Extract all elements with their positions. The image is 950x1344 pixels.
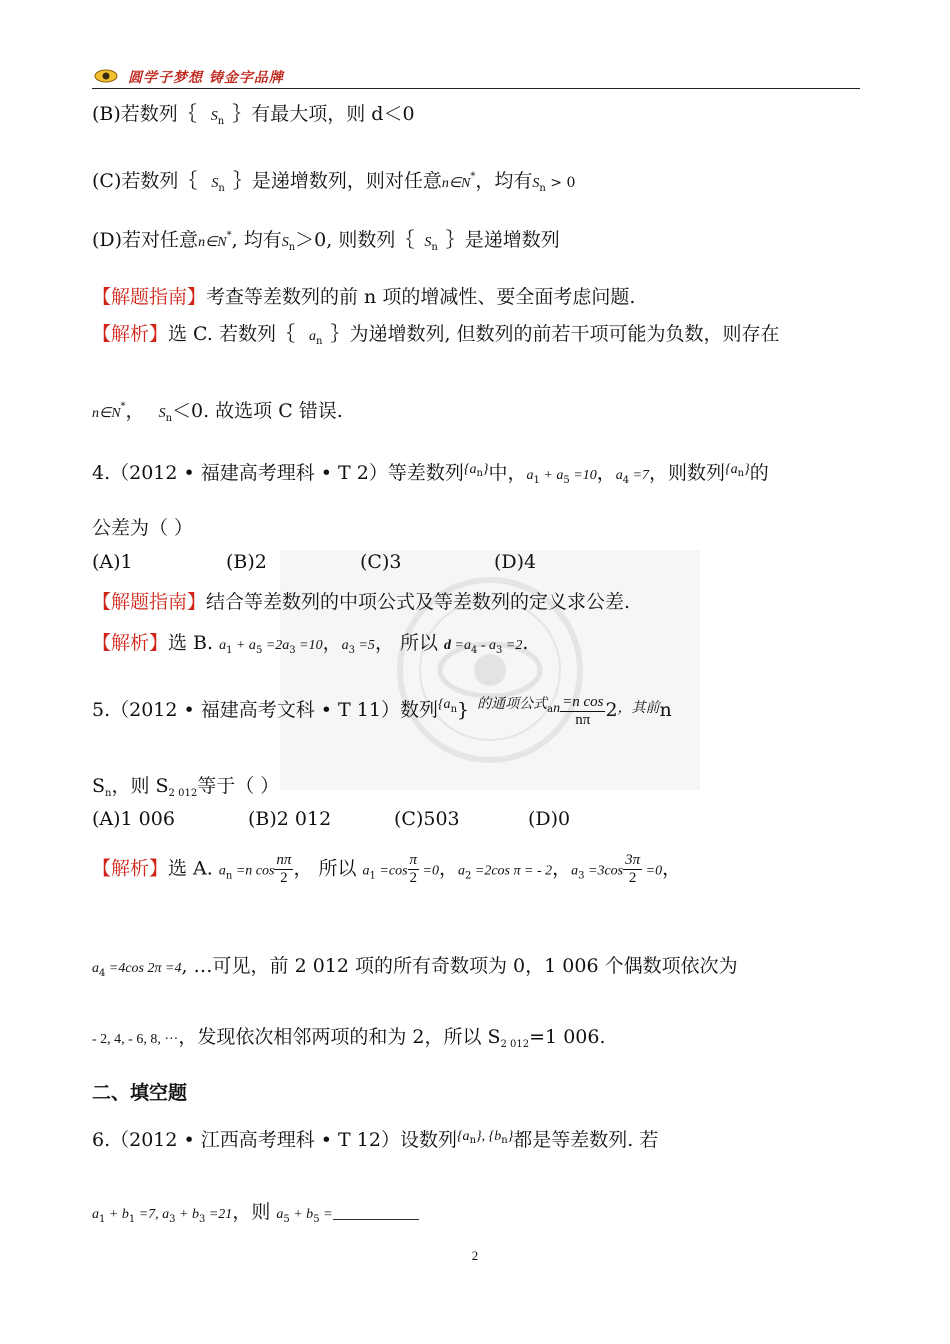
fraction-pi-over-2: $\frac{\pi}{2}$ <box>409 852 418 886</box>
solution-line-3a: 【解析】选 A. $a_n =n$ cos $\frac{n\pi}{2}$ ， 所以 $a_1 =\cos$ $\frac{\pi}{2}$ =0，$a_2 =2\cos$ π = - 2，$a_3 =3\cos$ $\frac{3\pi}{2}$ =0， <box>92 852 682 886</box>
guide-line-1: 【解题指南】考查等差数列的前 n 项的增减性、要全面考虑问题. <box>92 286 636 308</box>
option-a: (A)1 006 <box>92 808 175 830</box>
option-c: (C)503 <box>394 808 460 830</box>
option-a: (A)1 <box>92 551 133 573</box>
solution-line-2: 【解析】选 B. $a_1 + a_5 =2a_3 =10$，$a_3 =5$， 所以 $d =a_4 - a_3 =2$. <box>92 632 529 656</box>
watermark-seal-icon <box>280 550 700 790</box>
brand-slogan: 圆学子梦想 铸金字品牌 <box>128 70 284 86</box>
fraction-n-pi-over-2: $\frac{\text{=n cos}}{n\pi}$ <box>562 693 604 728</box>
fraction-3pi-over-2: $\frac{3\pi}{2}$ <box>625 852 641 886</box>
guide-line-2: 【解题指南】结合等差数列的中项公式及等差数列的定义求公差. <box>92 591 631 613</box>
option-b-line: (B)若数列｛ $S_n$ ｝有最大项，则 d＜0 <box>92 103 415 127</box>
option-d: (D)4 <box>494 551 537 573</box>
solution-line-1a: 【解析】选 C. 若数列｛ $a_n$ ｝为递增数列, 但数列的前若干项可能为负数，则存在 <box>92 323 780 347</box>
question-6-line-a: 6.（2012 • 江西高考理科 • T 12）设数列$^{\{an\},}$ $^{\{bn\}}$都是等差数列. 若 <box>92 1129 659 1151</box>
question-4-line-b: 公差为（ ） <box>92 517 194 539</box>
option-b: (B)2 <box>226 551 267 573</box>
option-d: (D)0 <box>528 808 571 830</box>
solution-line-1b: n∈N*， $S_n<0$. 故选项 C 错误. <box>92 400 343 424</box>
solution-line-3c: - 2, 4, - 6, 8, ···，发现依次相邻两项的和为 2，所以 $S_{2 012}=1$ 006. <box>92 1026 606 1050</box>
fraction-n-pi-over-2: $\frac{n\pi}{2}$ <box>276 852 292 886</box>
answer-blank[interactable] <box>333 1205 419 1220</box>
eye-logo-icon <box>94 68 118 84</box>
question-6-line-b: $a_1 + b_1 =7$, $a_3 + b_3 =21$，则 $a_5 + b_5$ = <box>92 1197 419 1225</box>
question-4-line-a: 4.（2012 • 福建高考理科 • T 2）等差数列$^{\{an\}}$中，$a_1 + a_5 =10$，$a_4 =7$，则数列$^{\{an\}}$的 <box>92 462 769 486</box>
section-heading: 二、填空题 <box>92 1082 188 1104</box>
page-header <box>92 66 860 89</box>
option-c: (C)3 <box>360 551 402 573</box>
page-number: 2 <box>471 1248 479 1263</box>
option-d-line: (D)若对任意n∈N*, 均有$S_n>0$, 则数列｛ $S_n$ ｝是递增数列 <box>92 229 560 253</box>
option-c-line: (C)若数列｛ $S_n$ ｝是递增数列，则对任意n∈N*，均有$S_n > 0$ <box>92 170 576 194</box>
solution-line-3b: $a_4 =4\cos$ 2π =4, …可见，前 2 012 项的所有奇数项为 0，1 006 个偶数项依次为 <box>92 955 738 979</box>
option-b: (B)2 012 <box>248 808 332 830</box>
question-5-line-b: $S_n$，则 $S_{2 012}$等于（ ） <box>92 775 280 799</box>
question-5-line-a: 5.（2012 • 福建高考文科 • T 11）数列$^{\{an}$} $^{的通项公式an}$ $\frac{\text{=n cos}}{n\pi}$ $2^{,其前}n$ <box>92 693 672 728</box>
question-5-options <box>92 808 570 830</box>
question-4-options <box>92 551 536 573</box>
